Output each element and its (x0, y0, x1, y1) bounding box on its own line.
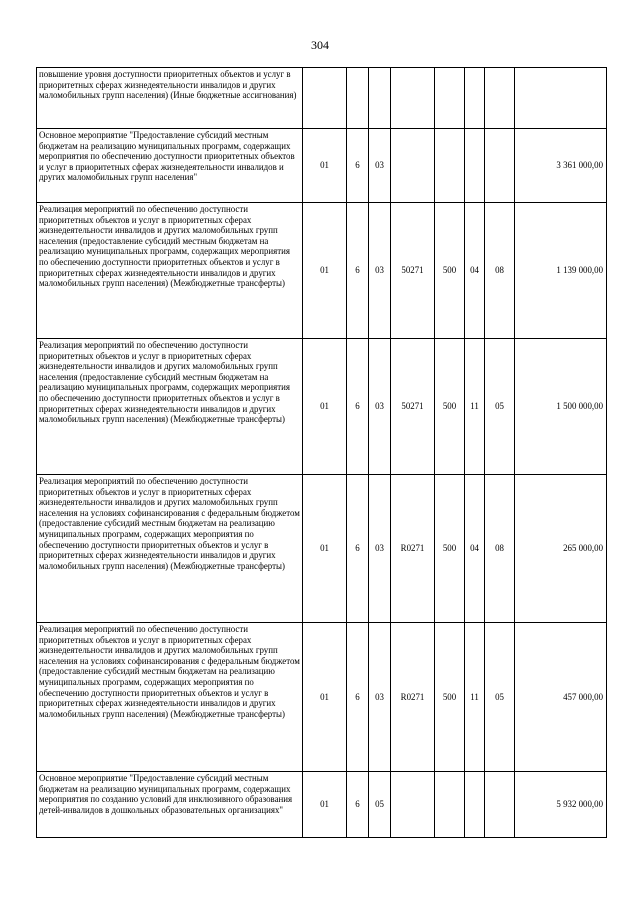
table-row (37, 203, 607, 339)
cell-section (465, 68, 485, 129)
cell-amount: 1 139 000,00 (515, 203, 607, 339)
budget-table (36, 67, 607, 838)
cell-program: 01 (303, 772, 347, 838)
table-row (37, 772, 607, 838)
table-row (37, 339, 607, 475)
cell-subsection (485, 129, 515, 203)
cell-program: 01 (303, 339, 347, 475)
cell-expense-type (435, 129, 465, 203)
cell-expense-type: 500 (435, 339, 465, 475)
cell-section (465, 772, 485, 838)
cell-subprogram: 6 (347, 475, 369, 623)
table-row (37, 623, 607, 772)
cell-section: 04 (465, 475, 485, 623)
cell-subsection: 08 (485, 475, 515, 623)
table-body (37, 68, 607, 838)
cell-subsection: 05 (485, 339, 515, 475)
table-row (37, 68, 607, 129)
cell-subsection: 08 (485, 203, 515, 339)
cell-main-event: 03 (369, 623, 391, 772)
cell-description: Реализация мероприятий по обеспечению доступности приоритетных объектов и услуг в приоритетных сферах жизнедеятельности инвалидов и других маломобильных групп населения на условиях софинансирования с федеральным бюджетом (предоставление субсидий местным бюджетам на реализацию муниципальных программ, содержащих мероприятия по обеспечению доступности приоритетных объектов и услуг в приоритетных сферах жизнедеятельности инвалидов и других маломобильных групп населения) (Межбюджетные трансферты) (37, 475, 303, 623)
cell-direction: 50271 (391, 339, 435, 475)
cell-amount: 5 932 000,00 (515, 772, 607, 838)
cell-program (303, 68, 347, 129)
cell-description: Реализация мероприятий по обеспечению доступности приоритетных объектов и услуг в приоритетных сферах жизнедеятельности инвалидов и других маломобильных групп населения (предоставление субсидий местным бюджетам на реализацию муниципальных программ, содержащих мероприятия по обеспечению доступности приоритетных объектов и услуг в приоритетных сферах жизнедеятельности инвалидов и других маломобильных групп населения) (Межбюджетные трансферты) (37, 203, 303, 339)
cell-subsection: 05 (485, 623, 515, 772)
cell-description: Реализация мероприятий по обеспечению доступности приоритетных объектов и услуг в приоритетных сферах жизнедеятельности инвалидов и других маломобильных групп населения (предоставление субсидий местным бюджетам на реализацию муниципальных программ, содержащих мероприятия по обеспечению доступности приоритетных объектов и услуг в приоритетных сферах жизнедеятельности инвалидов и других маломобильных групп населения) (Межбюджетные трансферты) (37, 339, 303, 475)
cell-description: Основное мероприятие "Предоставление субсидий местным бюджетам на реализацию муниципальных программ, содержащих мероприятия по созданию условий для инклюзивного образования детей-инвалидов в дошкольных образовательных организациях" (37, 772, 303, 838)
cell-main-event: 03 (369, 129, 391, 203)
cell-expense-type (435, 68, 465, 129)
cell-section: 04 (465, 203, 485, 339)
cell-program: 01 (303, 475, 347, 623)
cell-subprogram: 6 (347, 772, 369, 838)
cell-direction: 50271 (391, 203, 435, 339)
cell-direction: R0271 (391, 475, 435, 623)
cell-amount: 457 000,00 (515, 623, 607, 772)
cell-direction (391, 68, 435, 129)
cell-section: 11 (465, 623, 485, 772)
table-row (37, 475, 607, 623)
cell-section (465, 129, 485, 203)
cell-amount: 3 361 000,00 (515, 129, 607, 203)
table-row (37, 129, 607, 203)
cell-amount: 265 000,00 (515, 475, 607, 623)
cell-program: 01 (303, 203, 347, 339)
cell-expense-type (435, 772, 465, 838)
cell-direction: R0271 (391, 623, 435, 772)
cell-subprogram: 6 (347, 623, 369, 772)
cell-direction (391, 129, 435, 203)
cell-description: Основное мероприятие "Предоставление субсидий местным бюджетам на реализацию муниципальных программ, содержащих мероприятия по обеспечению доступности приоритетных объектов и услуг в приоритетных сферах жизнедеятельности инвалидов и других маломобильных групп населения" (37, 129, 303, 203)
cell-program: 01 (303, 129, 347, 203)
cell-section: 11 (465, 339, 485, 475)
cell-main-event: 03 (369, 203, 391, 339)
cell-subsection (485, 772, 515, 838)
cell-main-event: 05 (369, 772, 391, 838)
cell-main-event: 03 (369, 339, 391, 475)
cell-subprogram (347, 68, 369, 129)
cell-amount (515, 68, 607, 129)
cell-main-event (369, 68, 391, 129)
page-number: 304 (311, 38, 329, 52)
cell-subprogram: 6 (347, 129, 369, 203)
cell-program: 01 (303, 623, 347, 772)
cell-direction (391, 772, 435, 838)
cell-main-event: 03 (369, 475, 391, 623)
cell-expense-type: 500 (435, 203, 465, 339)
cell-description: Реализация мероприятий по обеспечению доступности приоритетных объектов и услуг в приоритетных сферах жизнедеятельности инвалидов и других маломобильных групп населения на условиях софинансирования с федеральным бюджетом (предоставление субсидий местным бюджетам на реализацию муниципальных программ, содержащих мероприятия по обеспечению доступности приоритетных объектов и услуг в приоритетных сферах жизнедеятельности инвалидов и других маломобильных групп населения) (Межбюджетные трансферты) (37, 623, 303, 772)
cell-expense-type: 500 (435, 475, 465, 623)
cell-description: повышение уровня доступности приоритетных объектов и услуг в приоритетных сферах жизнедеятельности инвалидов и других маломобильных групп населения) (Иные бюджетные ассигнования) (37, 68, 303, 129)
cell-amount: 1 500 000,00 (515, 339, 607, 475)
cell-subprogram: 6 (347, 203, 369, 339)
cell-subsection (485, 68, 515, 129)
cell-expense-type: 500 (435, 623, 465, 772)
cell-subprogram: 6 (347, 339, 369, 475)
